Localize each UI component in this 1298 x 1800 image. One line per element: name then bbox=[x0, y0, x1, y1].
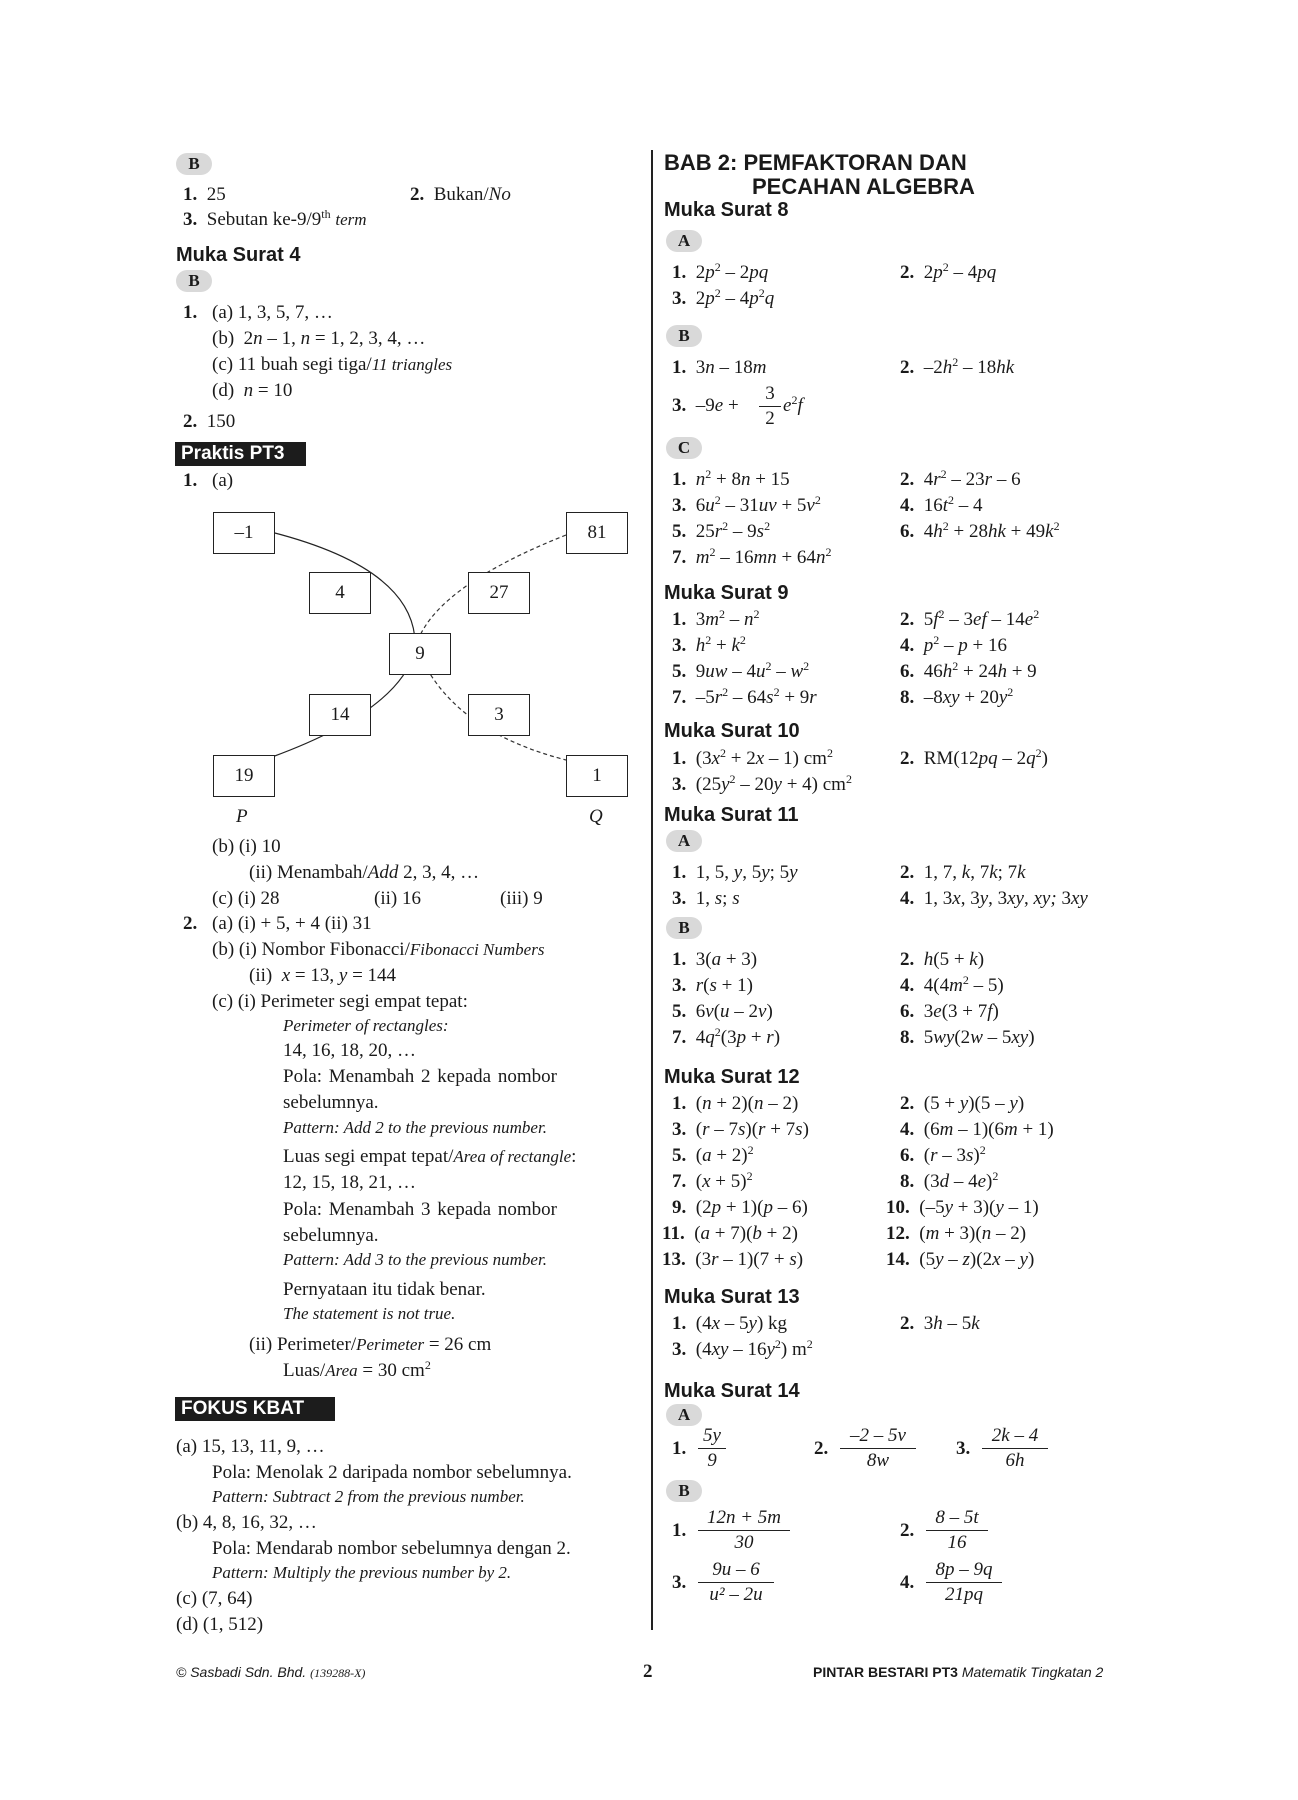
heading-ms11: Muka Surat 11 bbox=[664, 804, 799, 826]
diagram-box: 4 bbox=[309, 572, 371, 614]
answer-2: 2. h(5 + k) bbox=[900, 949, 985, 970]
answer-3: 3. $(4xy - 16y^2)$ $m^2$ bbox=[672, 1337, 813, 1360]
fraction: $\frac{3}{2}$ bbox=[759, 383, 781, 430]
answer-4: 4. $p^2 - p + 16$ bbox=[900, 633, 1007, 656]
answer-14: 14. (5y – z)(2x – y) bbox=[886, 1249, 1035, 1270]
answer-3: 3. Sebutan ke-9/9th term bbox=[183, 207, 367, 230]
answer-line: Luas segi empat tepat/Area of rectangle: bbox=[283, 1146, 577, 1167]
answer-8: 8. $-8xy + 20y^2$ bbox=[900, 685, 1014, 708]
answer-line: Pola: Mendarab nombor sebelumnya dengan 2. bbox=[212, 1538, 571, 1559]
answer-7: 7. $4q^2(3p + r)$ bbox=[672, 1025, 781, 1048]
answer-2: 2. 3h – 5k bbox=[900, 1313, 980, 1334]
q-number: 1. bbox=[183, 302, 198, 323]
answer-1: 1. $3m^2 - n^2$ bbox=[672, 607, 760, 630]
answer-line: sebelumnya. bbox=[283, 1225, 379, 1246]
chapter-title: BAB 2: PEMFAKTORAN DAN bbox=[664, 150, 967, 175]
answer-7: 7. $-5r^2 - 64s^2 + 9r$ bbox=[672, 685, 817, 708]
answer-line: 14, 16, 18, 20, … bbox=[283, 1040, 416, 1061]
answer-6: 6. (r – 3s)$^2$ bbox=[900, 1143, 986, 1166]
answer-line: (b) 4, 8, 16, 32, … bbox=[176, 1512, 317, 1533]
q-number: 3. bbox=[672, 1572, 687, 1593]
section-b-badge: B bbox=[666, 325, 702, 347]
answer-line: (c) (i) 28 bbox=[212, 888, 280, 909]
answer-3: 3. $(25y^2 - 20y + 4)$ $cm^2$ bbox=[672, 772, 852, 795]
answer-4: 4. $4(4m^2 - 5)$ bbox=[900, 973, 1004, 996]
fokus-kbat-banner: FOKUS KBAT bbox=[175, 1397, 335, 1421]
diagram-box: –1 bbox=[213, 512, 275, 554]
answer-line-en: Perimeter of rectangles: bbox=[283, 1016, 449, 1035]
section-c-badge: C bbox=[666, 437, 702, 459]
answer-3: 3. –9e + bbox=[672, 395, 739, 416]
answer-1: 1. $n^2 + 8n + 15$ bbox=[672, 467, 790, 490]
answer-8: 8. (3d – 4e)$^2$ bbox=[900, 1169, 999, 1192]
answer-5: 5. $25r^2 - 9s^2$ bbox=[672, 519, 771, 542]
answer-7: 7. $m^2 - 16mn + 64n^2$ bbox=[672, 545, 832, 568]
footer-title: PINTAR BESTARI PT3 Matematik Tingkatan 2 bbox=[813, 1664, 1104, 1680]
answer-line: (c) (i) Perimeter segi empat tepat: bbox=[212, 991, 468, 1012]
answer-3: 3. r(s + 1) bbox=[672, 975, 753, 996]
answer-line: (d) n = 10 bbox=[212, 380, 293, 401]
answer-4: 4. $16t^2 - 4$ bbox=[900, 493, 983, 516]
answer-11: 11. (a + 7)(b + 2) bbox=[662, 1223, 798, 1244]
answer-1: 1. (n + 2)(n – 2) bbox=[672, 1093, 799, 1114]
q-number: 4. bbox=[900, 1572, 915, 1593]
q-number: 3. bbox=[956, 1438, 971, 1459]
answer-2: 2. $4r^2 - 23r - 6$ bbox=[900, 467, 1021, 490]
chapter-title: PECAHAN ALGEBRA bbox=[752, 174, 975, 199]
section-b-badge: B bbox=[666, 917, 702, 939]
answer-3: 3. $h^2 + k^2$ bbox=[672, 633, 746, 656]
answer-line: Pola: Menolak 2 daripada nombor sebelumnya. bbox=[212, 1462, 572, 1483]
answer-line: Luas/Area = 30 $cm^2$ bbox=[283, 1358, 431, 1381]
answer-6: 6. 3e(3 + 7f) bbox=[900, 1001, 999, 1022]
q-number: 2. bbox=[814, 1438, 829, 1459]
fraction: $\frac{-2 - 5v}{8w}$ bbox=[840, 1425, 916, 1472]
q-number: 2. bbox=[900, 1520, 915, 1541]
answer-8: 8. 5wy(2w – 5xy) bbox=[900, 1027, 1035, 1048]
answer-line: (ii) 16 bbox=[374, 888, 421, 909]
answer-4: 4. (6m – 1)(6m + 1) bbox=[900, 1119, 1054, 1140]
q-number: 1. bbox=[672, 1438, 687, 1459]
section-b-badge: B bbox=[176, 270, 212, 292]
heading-ms13: Muka Surat 13 bbox=[664, 1286, 800, 1308]
diagram-box: 27 bbox=[468, 572, 530, 614]
answer-1: 1. $2p^2 - 2pq$ bbox=[672, 260, 769, 283]
section-b-badge: B bbox=[176, 153, 212, 175]
q-number: 1. bbox=[672, 1520, 687, 1541]
answer-line: sebelumnya. bbox=[283, 1092, 379, 1113]
footer-copyright: © Sasbadi Sdn. Bhd. (139288-X) bbox=[176, 1664, 366, 1680]
answer-5: 5. $9uw - 4u^2 - w^2$ bbox=[672, 659, 810, 682]
answer-2: 2. Bukan/No bbox=[410, 184, 511, 205]
answer-1: 1. 3(a + 3) bbox=[672, 949, 758, 970]
answer-2: 2. $-2h^2 - 18hk$ bbox=[900, 355, 1015, 378]
label-q: Q bbox=[589, 806, 603, 827]
praktis-pt3-banner: Praktis PT3 bbox=[175, 442, 306, 466]
answer-line: (a) (i) + 5, + 4 (ii) 31 bbox=[212, 913, 372, 934]
section-a-badge: A bbox=[666, 1404, 702, 1426]
answer-line: (a) 1, 3, 5, 7, … bbox=[212, 302, 333, 323]
heading-ms9: Muka Surat 9 bbox=[664, 582, 789, 604]
answer-1: 1. (4x – 5y) kg bbox=[672, 1313, 788, 1334]
diagram-box: 19 bbox=[213, 755, 275, 797]
diagram-box: 14 bbox=[309, 694, 371, 736]
answer-1: 1. 1, 5, y, 5y; 5y bbox=[672, 862, 798, 883]
answer-line: (iii) 9 bbox=[500, 888, 543, 909]
answer-2: 2. $RM(12pq - 2q^2)$ bbox=[900, 746, 1048, 769]
heading-ms14: Muka Surat 14 bbox=[664, 1380, 800, 1402]
answer-1: 1. 25 bbox=[183, 184, 226, 205]
answer-line: (a) 15, 13, 11, 9, … bbox=[176, 1436, 325, 1457]
answer-line: (b) (i) 10 bbox=[212, 836, 281, 857]
answer-5: 5. 6v(u – 2v) bbox=[672, 1001, 773, 1022]
answer-line: Pola: Menambah 3 kepada nombor bbox=[283, 1199, 557, 1220]
answer-line-en: Pattern: Multiply the previous number by 2. bbox=[212, 1563, 512, 1582]
answer-line: (b) (i) Nombor Fibonacci/Fibonacci Numbers bbox=[212, 939, 545, 960]
answer-line: (d) (1, 512) bbox=[176, 1614, 264, 1635]
answer-9: 9. (2p + 1)(p – 6) bbox=[672, 1197, 808, 1218]
answer-6: 6. $4h^2 + 28hk + 49k^2$ bbox=[900, 519, 1060, 542]
heading-ms4: Muka Surat 4 bbox=[176, 244, 301, 266]
answer-3-tail: $e^2f$ bbox=[783, 393, 803, 416]
answer-line: (b) 2n – 1, n = 1, 2, 3, 4, … bbox=[212, 328, 426, 349]
answer-line-en: Pattern: Add 2 to the previous number. bbox=[283, 1118, 547, 1137]
answer-line: Pernyataan itu tidak benar. bbox=[283, 1279, 486, 1300]
answer-3: 3. $2p^2 - 4p^2q$ bbox=[672, 286, 775, 309]
label-p: P bbox=[236, 806, 248, 827]
answer-2: 2. 150 bbox=[183, 411, 236, 432]
q-number: 1. bbox=[183, 470, 198, 491]
answer-line-en: Pattern: Subtract 2 from the previous number. bbox=[212, 1487, 525, 1506]
q-number: 2. bbox=[183, 913, 198, 934]
diagram-box: 9 bbox=[389, 633, 451, 675]
answer-2: 2. (5 + y)(5 – y) bbox=[900, 1093, 1025, 1114]
fraction: $\frac{8p - 9q}{21pq}$ bbox=[926, 1559, 1002, 1606]
heading-ms12: Muka Surat 12 bbox=[664, 1066, 800, 1088]
answer-6: 6. $46h^2 + 24h + 9$ bbox=[900, 659, 1037, 682]
answer-4: 4. 1, 3x, 3y, 3xy, xy; 3xy bbox=[900, 888, 1088, 909]
answer-line: (ii) Perimeter/Perimeter = 26 cm bbox=[249, 1334, 492, 1355]
page-number: 2 bbox=[643, 1661, 653, 1682]
answer-3: 3. $6u^2 - 31uv + 5v^2$ bbox=[672, 493, 821, 516]
heading-ms8: Muka Surat 8 bbox=[664, 199, 789, 221]
part-label: (a) bbox=[212, 470, 234, 491]
answer-line: 12, 15, 18, 21, … bbox=[283, 1172, 416, 1193]
fraction: $\frac{9u - 6}{\text{u² – 2u}}$ bbox=[698, 1559, 774, 1606]
diagram-box: 1 bbox=[566, 755, 628, 797]
answer-line-en: The statement is not true. bbox=[283, 1304, 456, 1323]
fraction: $\frac{12n + 5m}{30}$ bbox=[698, 1507, 790, 1554]
section-b-badge: B bbox=[666, 1480, 702, 1502]
answer-line-en: Pattern: Add 3 to the previous number. bbox=[283, 1250, 547, 1269]
answer-5: 5. $(a + 2)^2$ bbox=[672, 1143, 754, 1166]
answer-10: 10. (–5y + 3)(y – 1) bbox=[886, 1197, 1039, 1218]
answer-line: Pola: Menambah 2 kepada nombor bbox=[283, 1066, 557, 1087]
answer-line: (c) 11 buah segi tiga/11 triangles bbox=[212, 354, 453, 375]
answer-1: 1. 3n – 18m bbox=[672, 357, 767, 378]
answer-3: 3. 1, s; s bbox=[672, 888, 740, 909]
heading-ms10: Muka Surat 10 bbox=[664, 720, 800, 742]
answer-13: 13. (3r – 1)(7 + s) bbox=[662, 1249, 804, 1270]
diagram-box: 81 bbox=[566, 512, 628, 554]
answer-line: (ii) x = 13, y = 144 bbox=[249, 965, 397, 986]
answer-2: 2. $2p^2 - 4pq$ bbox=[900, 260, 997, 283]
diagram-box: 3 bbox=[468, 694, 530, 736]
answer-3: 3. (r – 7s)(r + 7s) bbox=[672, 1119, 809, 1140]
answer-2: 2. 1, 7, k, 7k; 7k bbox=[900, 862, 1026, 883]
answer-2: 2. $5f^2 - 3ef - 14e^2$ bbox=[900, 607, 1040, 630]
answer-12: 12. (m + 3)(n – 2) bbox=[886, 1223, 1027, 1244]
answer-line: (ii) Menambah/Add 2, 3, 4, … bbox=[249, 862, 480, 883]
section-a-badge: A bbox=[666, 230, 702, 252]
fraction: $\frac{8 - 5t}{16}$ bbox=[926, 1507, 988, 1554]
fraction: $\frac{5y}{9}$ bbox=[698, 1425, 726, 1472]
column-divider bbox=[651, 150, 653, 1630]
section-a-badge: A bbox=[666, 830, 702, 852]
answer-line: (c) (7, 64) bbox=[176, 1588, 253, 1609]
fraction: $\frac{2k - 4}{6h}$ bbox=[982, 1425, 1048, 1472]
answer-1: 1. $(3x^2 + 2x - 1)$ $cm^2$ bbox=[672, 746, 833, 769]
answer-7: 7. $(x + 5)^2$ bbox=[672, 1169, 753, 1192]
